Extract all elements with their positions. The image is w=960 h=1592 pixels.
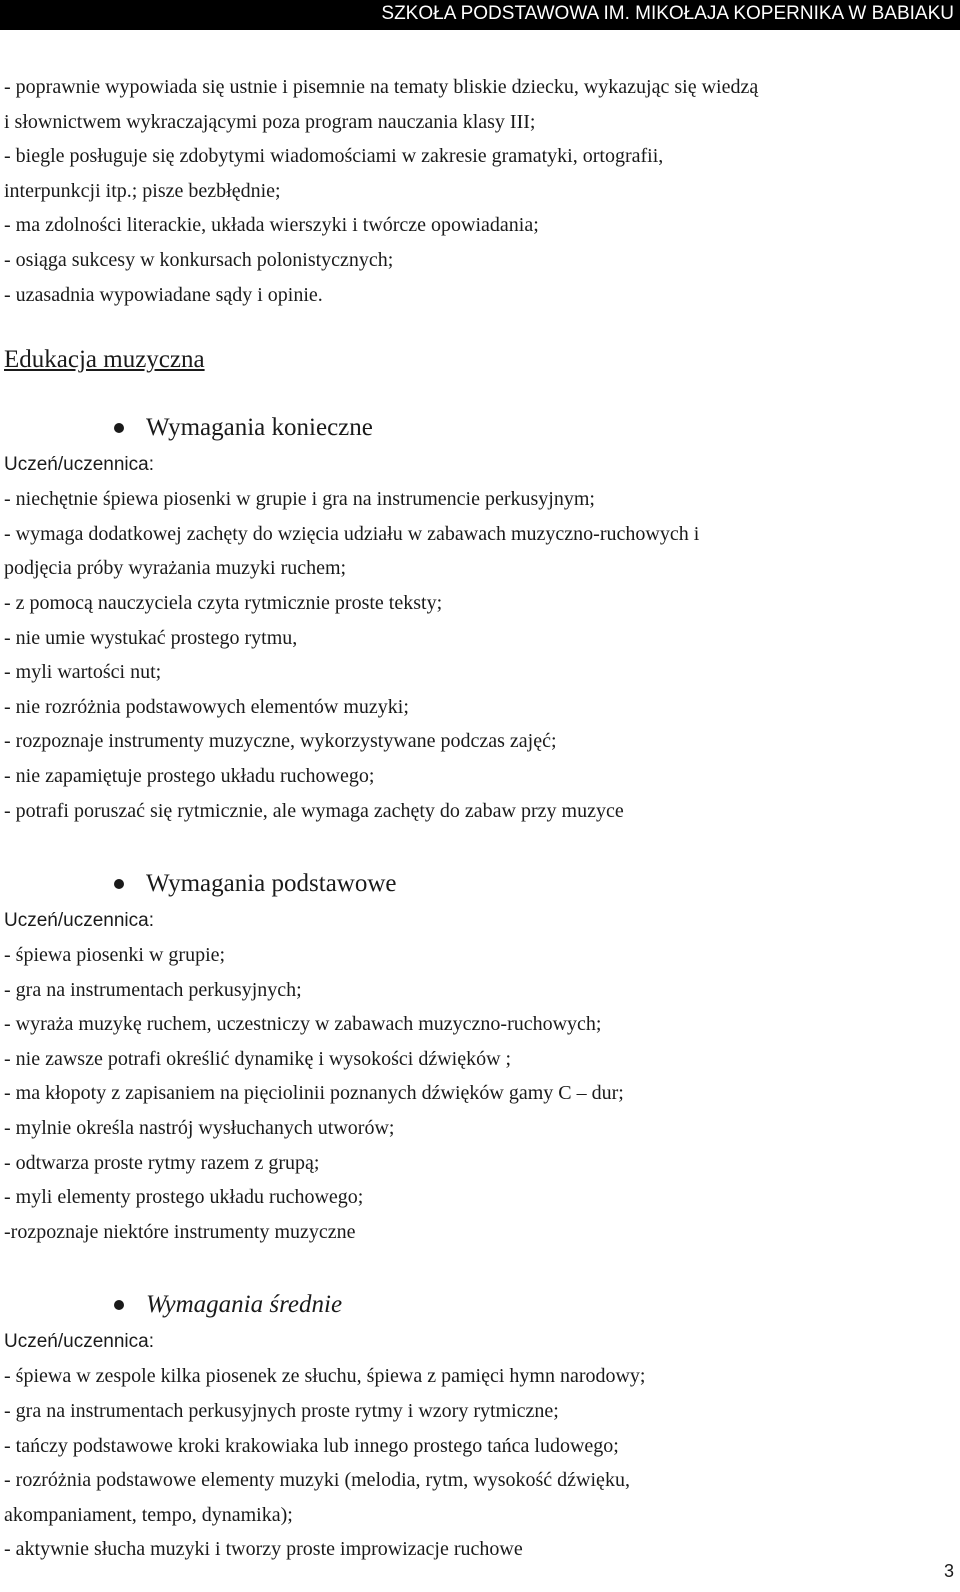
requirement-line: - wymaga dodatkowej zachęty do wzięcia udziału w zabawach muzyczno-ruchowych i [4, 522, 700, 545]
requirement-line: - potrafi poruszać się rytmicznie, ale wymaga zachęty do zabaw przy muzyce [4, 799, 624, 822]
requirement-line: - wyraża muzykę ruchem, uczestniczy w zabawach muzyczno-ruchowych; [4, 1013, 602, 1036]
bullet-icon [114, 423, 124, 433]
requirement-line: - ma kłopoty z zapisaniem na pięciolinii poznanych dźwięków gamy C – dur; [4, 1082, 624, 1105]
requirement-line: - myli wartości nut; [4, 661, 162, 684]
requirement-heading-text: Wymagania średnie [146, 1291, 343, 1319]
section-title: Edukacja muzyczna [4, 346, 205, 374]
requirement-line: - z pomocą nauczyciela czyta rytmicznie proste teksty; [4, 591, 443, 614]
requirement-heading [4, 864, 956, 904]
intro-line: i słownictwem wykraczającymi poza program nauczania klasy III; [4, 110, 536, 133]
requirement-line: - rozróżnia podstawowe elementy muzyki (melodia, rytm, wysokość dźwięku, [4, 1469, 630, 1492]
page-number: 3 [943, 1561, 954, 1581]
requirement-line: - nie zapamiętuje prostego układu ruchowego; [4, 764, 375, 787]
requirement-line: - rozpoznaje instrumenty muzyczne, wykorzystywane podczas zajęć; [4, 730, 557, 753]
intro-line: - ma zdolności literackie, układa wierszyki i twórcze opowiadania; [4, 214, 539, 237]
requirement-line: - śpiewa piosenki w grupie; [4, 944, 226, 967]
document-body [4, 70, 956, 1567]
requirement-line: akompaniament, tempo, dynamika); [4, 1503, 293, 1526]
intro-line: - poprawnie wypowiada się ustnie i pisemnie na tematy bliskie dziecku, wykazując się wiedzą [4, 76, 759, 98]
requirement-line: -rozpoznaje niektóre instrumenty muzyczne [4, 1220, 356, 1243]
requirement-heading [4, 408, 956, 448]
bullet-icon [114, 879, 124, 889]
student-label: Uczeń/uczennica: [4, 910, 154, 932]
requirement-heading [4, 1285, 956, 1325]
intro-line: - uzasadnia wypowiadane sądy i opinie. [4, 283, 323, 306]
requirement-line: - mylnie określa nastrój wysłuchanych utworów; [4, 1117, 395, 1140]
requirement-line: - myli elementy prostego układu ruchowego; [4, 1186, 364, 1209]
school-name: SZKOŁA PODSTAWOWA IM. MIKOŁAJA KOPERNIKA W BABIAKU [381, 3, 954, 24]
student-label: Uczeń/uczennica: [4, 454, 154, 476]
requirement-line: podjęcia próby wyrażania muzyki ruchem; [4, 557, 347, 580]
requirement-heading-text: Wymagania podstawowe [146, 870, 397, 898]
header-band [0, 0, 960, 30]
intro-block [4, 70, 956, 312]
requirement-line: - tańczy podstawowe kroki krakowiaka lub innego prostego tańca ludowego; [4, 1434, 619, 1457]
requirement-line: - nie umie wystukać prostego rytmu, [4, 626, 298, 649]
requirement-line: - gra na instrumentach perkusyjnych proste rytmy i wzory rytmiczne; [4, 1400, 559, 1423]
requirement-line: - nie zawsze potrafi określić dynamikę i wysokości dźwięków ; [4, 1047, 512, 1070]
requirement-line: - śpiewa w zespole kilka piosenek ze słuchu, śpiewa z pamięci hymn narodowy; [4, 1365, 646, 1388]
requirement-line: - niechętnie śpiewa piosenki w grupie i gra na instrumencie perkusyjnym; [4, 488, 595, 511]
requirement-line: - gra na instrumentach perkusyjnych; [4, 978, 302, 1001]
requirement-line: - nie rozróżnia podstawowych elementów muzyki; [4, 695, 409, 718]
intro-line: - osiąga sukcesy w konkursach polonistycznych; [4, 248, 394, 271]
intro-line: interpunkcji itp.; pisze bezbłędnie; [4, 179, 281, 202]
requirement-heading-text: Wymagania konieczne [146, 414, 373, 442]
requirement-line: - aktywnie słucha muzyki i tworzy proste improwizacje ruchowe [4, 1538, 523, 1561]
intro-line: - biegle posługuje się zdobytymi wiadomościami w zakresie gramatyki, ortografii, [4, 145, 664, 168]
requirement-line: - odtwarza proste rytmy razem z grupą; [4, 1151, 320, 1174]
student-label: Uczeń/uczennica: [4, 1331, 154, 1353]
bullet-icon [114, 1300, 124, 1310]
